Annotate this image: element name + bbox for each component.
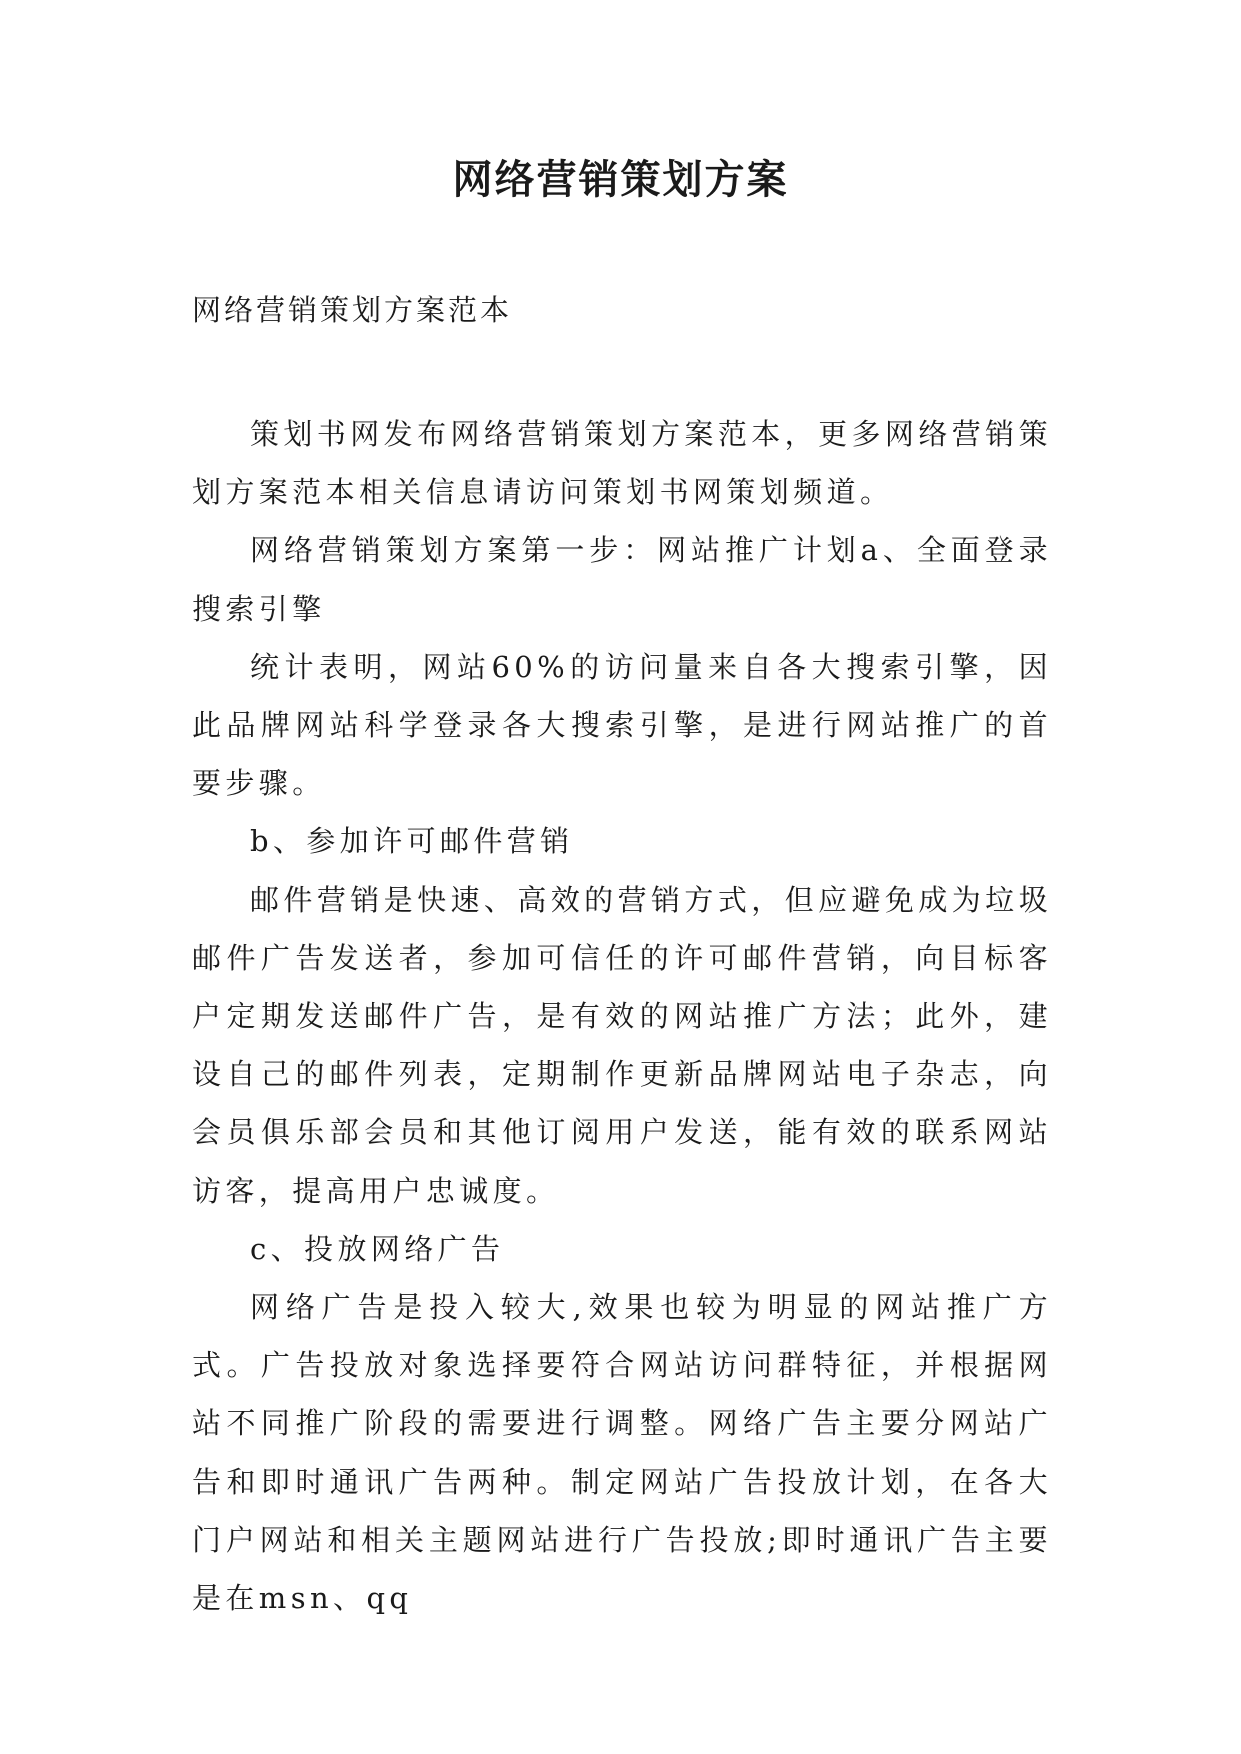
paragraph-search-stats: 统计表明，网站60%的访问量来自各大搜索引擎，因此品牌网站科学登录各大搜索引擎，是进行网站推广的首要步骤。 xyxy=(192,649,1052,801)
document-subtitle: 网络营销策划方案范本 xyxy=(192,293,513,327)
document-title: 网络营销策划方案 xyxy=(452,156,789,203)
paragraph-heading-c: c、投放网络广告 xyxy=(250,1231,505,1266)
document-body xyxy=(192,405,1052,1627)
paragraph-step-one: 网络营销策划方案第一步：网站推广计划a、全面登录搜索引擎 xyxy=(192,533,1052,626)
paragraph-email-marketing: 邮件营销是快速、高效的营销方式，但应避免成为垃圾邮件广告发送者，参加可信任的许可邮件营销，向目标客户定期发送邮件广告，是有效的网站推广方法；此外，建设自己的邮件列表，定期制作更新品牌网站电子杂志，向会员俱乐部会员和其他订阅用户发送，能有效的联系网站访客，提高用户忠诚度。 xyxy=(192,882,1052,1208)
paragraph-intro: 策划书网发布网络营销策划方案范本，更多网络营销策划方案范本相关信息请访问策划书网策划频道。 xyxy=(192,417,1052,510)
paragraph-heading-b: b、参加许可邮件营销 xyxy=(250,824,574,859)
paragraph-online-ads: 网络广告是投入较大,效果也较为明显的网站推广方式。广告投放对象选择要符合网站访问群特征，并根据网站不同推广阶段的需要进行调整。网络广告主要分网站广告和即时通讯广告两种。制定网站广告投放计划，在各大门户网站和相关主题网站进行广告投放;即时通讯广告主要是在msn、qq xyxy=(192,1290,1052,1616)
